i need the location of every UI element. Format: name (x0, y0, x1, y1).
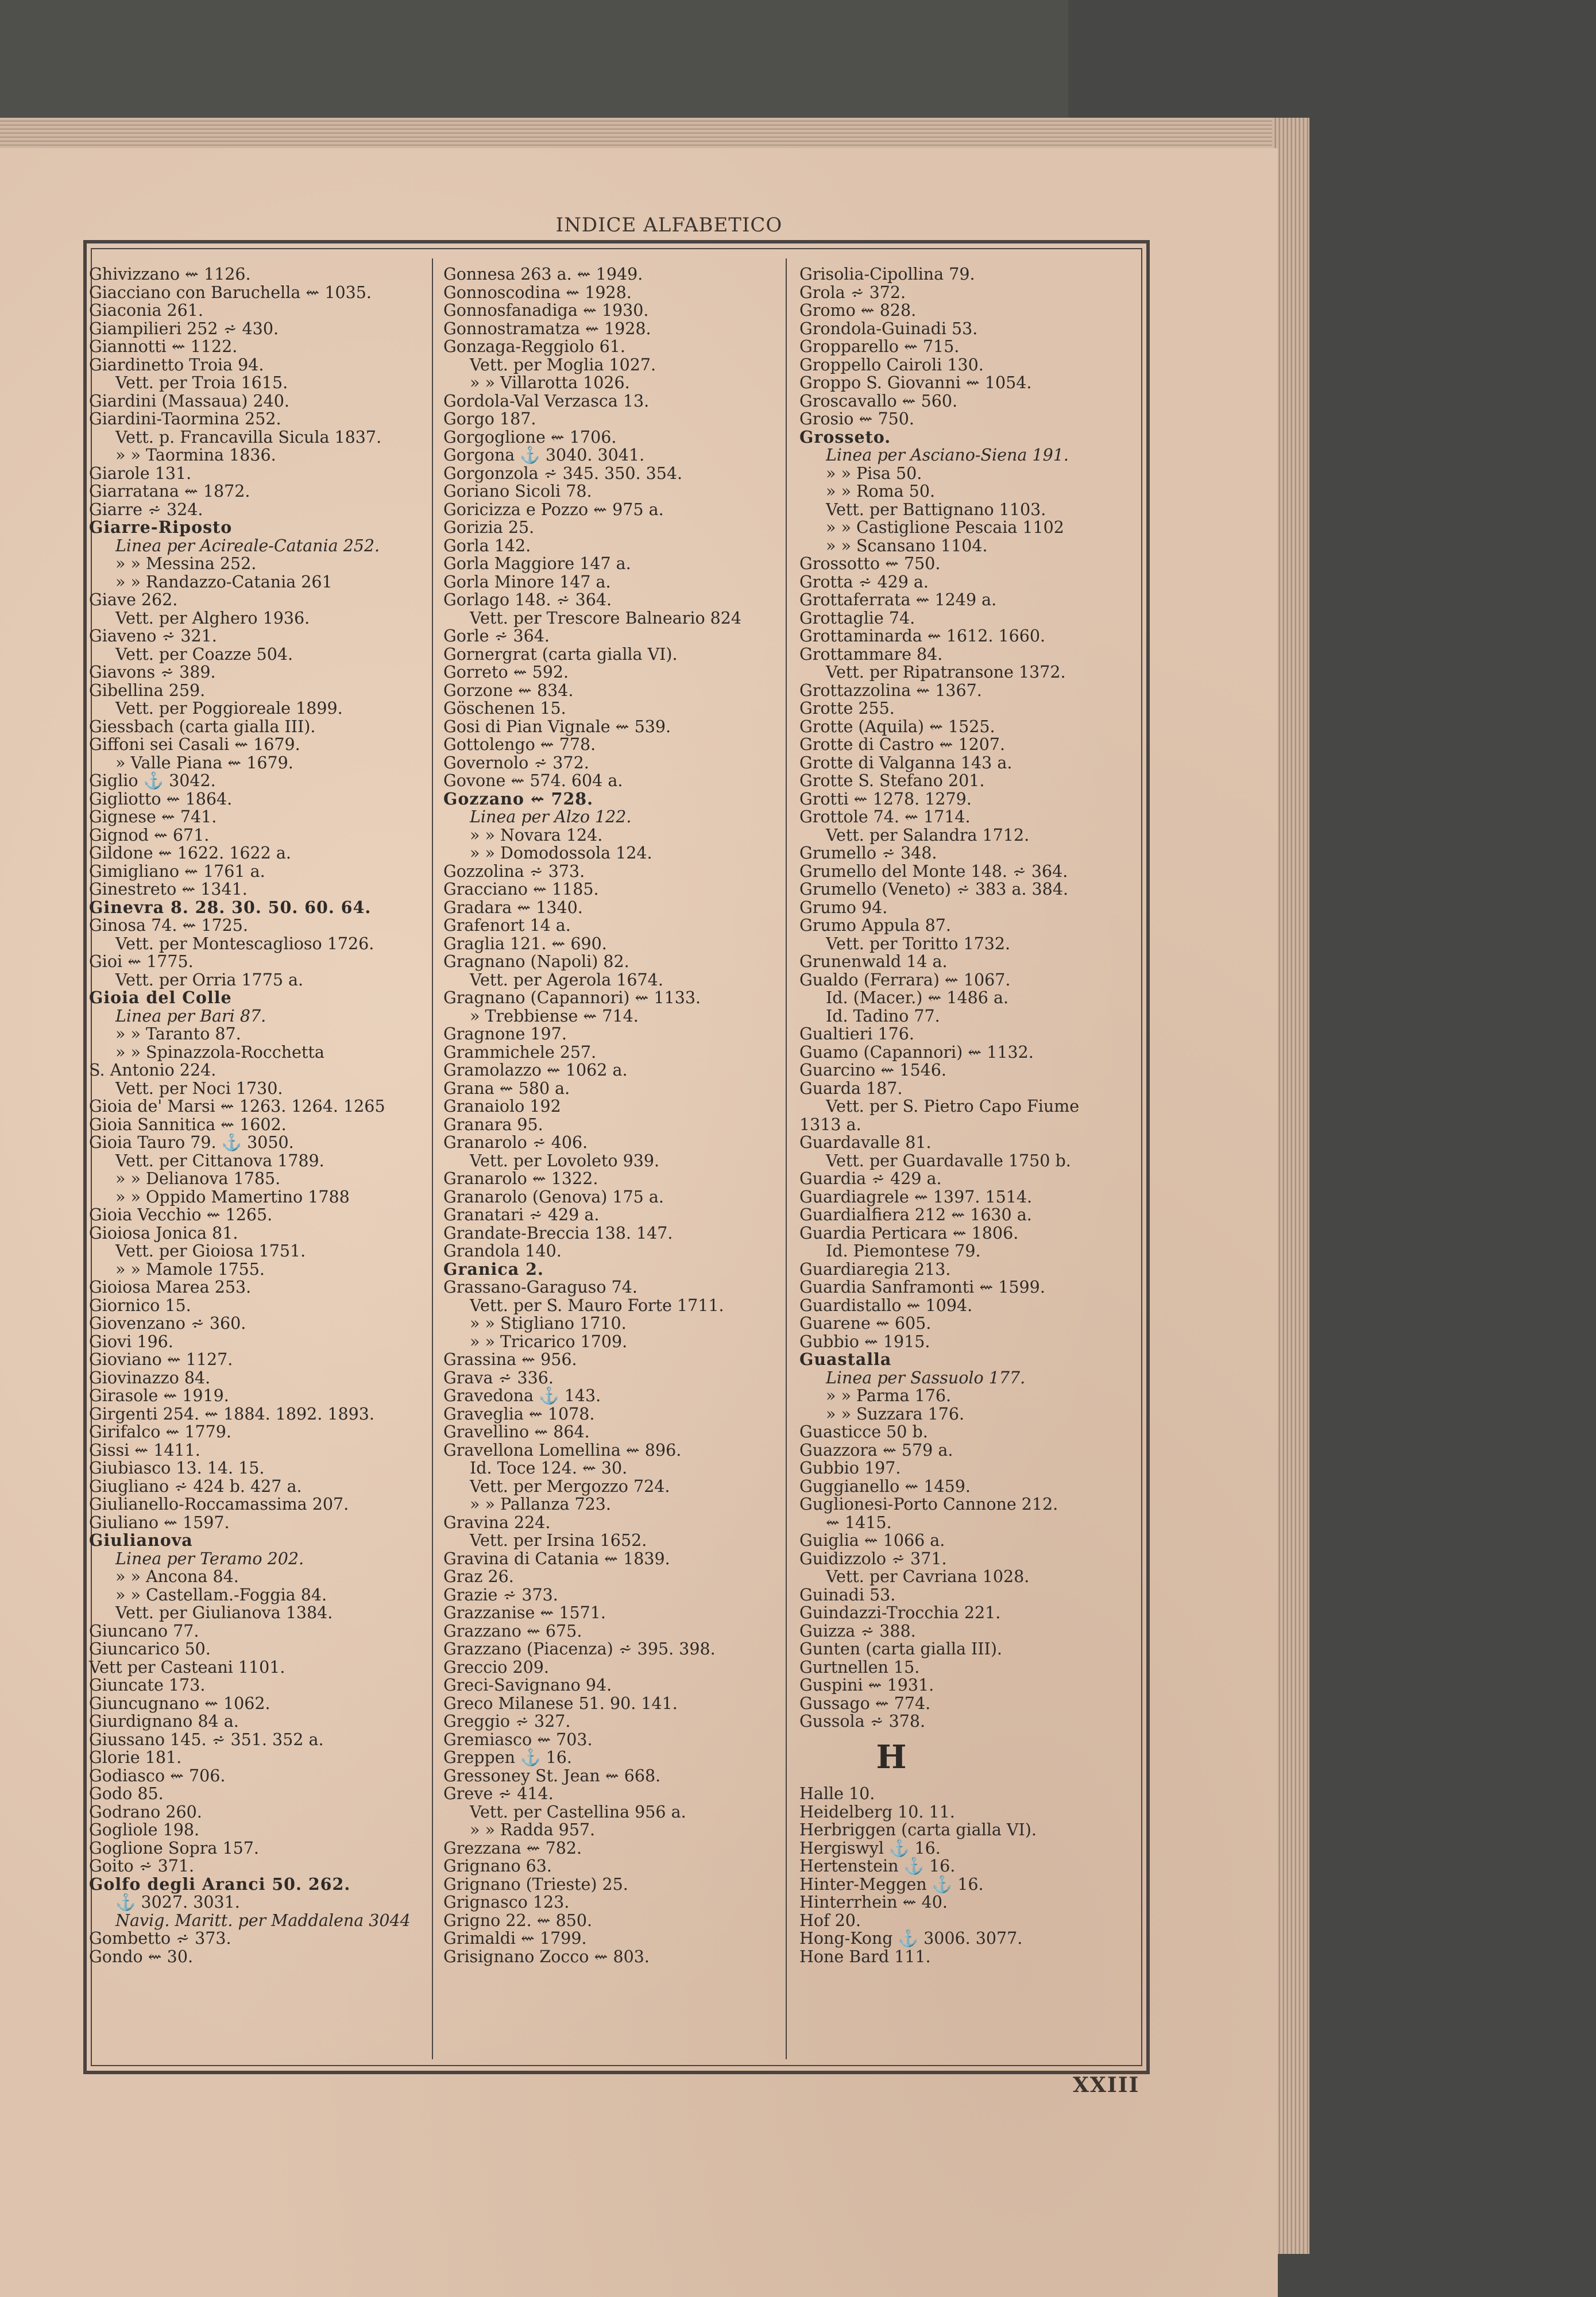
index-entry: Gogliole 198. (89, 1820, 200, 1839)
index-entry: Id. (Macer.) ⇜ 1486 a. (826, 988, 1009, 1007)
index-entry: Vett. p. Francavilla Sicula 1837. (115, 427, 382, 447)
index-entry: Vett. per Irsina 1652. (470, 1531, 647, 1550)
index-entry: ⚓ 3027. 3031. (115, 1893, 240, 1912)
index-entry: Grola ⩫ 372. (799, 283, 906, 302)
index-entry: Granarolo (Genova) 175 a. (443, 1187, 664, 1206)
index-entry: 1313 a. (799, 1115, 861, 1134)
index-entry: Groppello Cairoli 130. (799, 355, 984, 374)
index-entry: Golfo degli Aranci 50. 262. (89, 1874, 351, 1894)
index-entry: Gradara ⇜ 1340. (443, 898, 583, 917)
index-entry: Giglio ⚓ 3042. (89, 771, 216, 790)
index-entry: Grignano 63. (443, 1857, 552, 1876)
index-entry (799, 1767, 1144, 1785)
index-entry: Hone Bard 111. (799, 1947, 931, 1966)
index-entry: Giuliano ⇜ 1597. (89, 1513, 230, 1532)
index-entry: Giornico 15. (89, 1296, 191, 1315)
index-entry: » » Stigliano 1710. (470, 1314, 627, 1333)
index-entry: Hof 20. (799, 1911, 861, 1930)
index-entry: Greppen ⚓ 16. (443, 1748, 572, 1767)
index-entry: » » Ancona 84. (115, 1567, 239, 1586)
index-entry: Hergiswyl ⚓ 16. (799, 1838, 941, 1858)
index-entry: Giovinazzo 84. (89, 1368, 211, 1387)
index-entry: Groppo S. Giovanni ⇜ 1054. (799, 373, 1032, 392)
index-entry: Gromo ⇜ 828. (799, 301, 917, 320)
index-entry: Gropparello ⇜ 715. (799, 337, 960, 356)
index-entry: Grassano-Garaguso 74. (443, 1278, 637, 1297)
index-entry: Guarcino ⇜ 1546. (799, 1061, 946, 1080)
index-entry: Grumo Appula 87. (799, 916, 951, 935)
index-entry: Id. Piemontese 79. (826, 1242, 981, 1260)
index-entry: Greccio 209. (443, 1657, 549, 1677)
index-entry: Grignano (Trieste) 25. (443, 1874, 628, 1894)
index-entry: Guidizzolo ⩫ 371. (799, 1549, 947, 1568)
index-entry: Gonnesa 263 a. ⇜ 1949. (443, 265, 643, 284)
index-entry: Vett. per S. Mauro Forte 1711. (470, 1296, 724, 1315)
index-entry: Vett. per Trescore Balneario 824 (470, 608, 742, 628)
index-entry: Grotti ⇜ 1278. 1279. (799, 789, 972, 809)
index-entry: Grossotto ⇜ 750. (799, 554, 941, 573)
index-entry: » » Suzzara 176. (826, 1404, 965, 1424)
index-entry: Giffoni sei Casali ⇜ 1679. (89, 735, 300, 754)
index-entry: Giardini-Taormina 252. (89, 409, 281, 428)
index-entry: Grava ⩫ 336. (443, 1368, 554, 1387)
index-entry: Gorle ⩫ 364. (443, 627, 550, 645)
index-entry: Grazzano (Piacenza) ⩫ 395. 398. (443, 1639, 716, 1658)
index-entry: Herbriggen (carta gialla VI). (799, 1820, 1037, 1839)
index-entry: Vett. per Toritto 1732. (826, 934, 1011, 953)
index-entry: Guglionesi-Porto Cannone 212. (799, 1495, 1058, 1514)
index-entry: Gorzone ⇜ 834. (443, 680, 574, 700)
index-entry: » » Castellam.-Foggia 84. (115, 1585, 327, 1604)
index-entry: » » Spinazzola-Rocchetta (115, 1042, 324, 1062)
index-entry: Gioia Sannitica ⇜ 1602. (89, 1115, 287, 1134)
index-entry: Giessbach (carta gialla III). (89, 717, 316, 736)
index-entry: Governolo ⩫ 372. (443, 753, 589, 772)
index-entry: Vett. per Battignano 1103. (826, 500, 1046, 519)
index-entry: Vett. per Agerola 1674. (470, 970, 663, 989)
index-entry: Gorgona ⚓ 3040. 3041. (443, 446, 645, 465)
index-entry: Gravina 224. (443, 1513, 551, 1532)
index-entry: Groscavallo ⇜ 560. (799, 391, 958, 411)
index-entry: Grumello ⩫ 348. (799, 844, 937, 863)
index-entry: Giuncugnano ⇜ 1062. (89, 1693, 270, 1713)
index-entry: Gignese ⇜ 741. (89, 807, 217, 826)
index-entry: Grumo 94. (799, 898, 888, 917)
index-entry: Vett. per Gioiosa 1751. (115, 1242, 306, 1260)
index-entry: ⇜ 1415. (826, 1513, 892, 1532)
index-entry: » » Oppido Mamertino 1788 (115, 1187, 350, 1206)
index-entry: Gornergrat (carta gialla VI). (443, 644, 678, 664)
index-entry: Giardini (Massaua) 240. (89, 391, 289, 411)
index-entry: Giovi 196. (89, 1332, 173, 1351)
index-entry: Grotte di Castro ⇜ 1207. (799, 735, 1006, 754)
index-entry: » » Taormina 1836. (115, 446, 276, 465)
index-entry: Grezzana ⇜ 782. (443, 1838, 582, 1858)
index-entry: Goricizza e Pozzo ⇜ 975 a. (443, 500, 664, 519)
index-entry: Granica 2. (443, 1259, 544, 1279)
index-entry: Grottammare 84. (799, 644, 943, 664)
index-entry: Grazzano ⇜ 675. (443, 1621, 582, 1641)
index-entry: Vett. per Orria 1775 a. (115, 970, 304, 989)
index-entry: Grisolia-Cipollina 79. (799, 265, 975, 284)
index-entry: Giurdignano 84 a. (89, 1712, 239, 1731)
index-entry: Gorla Minore 147 a. (443, 572, 611, 591)
index-entry: Linea per Bari 87. (115, 1006, 266, 1026)
index-entry: Gorgonzola ⩫ 345. 350. 354. (443, 463, 683, 483)
index-entry: Gombetto ⩫ 373. (89, 1929, 231, 1948)
index-entry: Grignasco 123. (443, 1893, 570, 1912)
index-entry: » Trebbiense ⇜ 714. (470, 1006, 639, 1026)
index-entry: Gibellina 259. (89, 680, 206, 700)
index-entry: Giardinetto Troia 94. (89, 355, 264, 374)
index-entry: Gozzolina ⩫ 373. (443, 861, 585, 881)
index-entry: Id. Toce 124. ⇜ 30. (470, 1459, 628, 1478)
index-entry: Gioviano ⇜ 1127. (89, 1350, 233, 1369)
index-entry: Gissi ⇜ 1411. (89, 1440, 200, 1460)
index-entry: Grisignano Zocco ⇜ 803. (443, 1947, 650, 1966)
index-entry: Guggianello ⇜ 1459. (799, 1476, 971, 1496)
index-entry: » » Villarotta 1026. (470, 373, 630, 392)
index-entry: Grotte di Valganna 143 a. (799, 753, 1013, 772)
index-entry: Vett. per S. Pietro Capo Fiume (826, 1097, 1080, 1116)
index-entry: Guarda 187. (799, 1078, 903, 1098)
index-entry: Guizza ⩫ 388. (799, 1621, 916, 1641)
index-entry: Godrano 260. (89, 1802, 202, 1822)
index-entry: Grottaferrata ⇜ 1249 a. (799, 590, 997, 609)
index-entry: Gracciano ⇜ 1185. (443, 880, 599, 899)
index-entry: Girasole ⇜ 1919. (89, 1386, 229, 1405)
index-entry: Ginestreto ⇜ 1341. (89, 880, 248, 899)
index-entry: Göschenen 15. (443, 699, 566, 718)
index-entry: Halle 10. (799, 1784, 875, 1803)
index-entry: Grafenort 14 a. (443, 916, 571, 935)
index-entry: Vett. per Noci 1730. (115, 1078, 283, 1098)
index-entry: Grottazzolina ⇜ 1367. (799, 680, 982, 700)
index-entry: Grana ⇜ 580 a. (443, 1078, 570, 1098)
index-entry: Guardiaregia 213. (799, 1259, 951, 1279)
index-entry: Gioia Tauro 79. ⚓ 3050. (89, 1133, 294, 1152)
index-entry: Gildone ⇜ 1622. 1622 a. (89, 844, 291, 863)
index-entry: Giaconia 261. (89, 301, 203, 320)
index-entry: Gualtieri 176. (799, 1024, 914, 1043)
index-entry: Vett. per Ripatransone 1372. (826, 663, 1066, 682)
index-entry: Godo 85. (89, 1784, 164, 1803)
index-entry: Goriano Sicoli 78. (443, 482, 592, 501)
index-entry: Grazzanise ⇜ 1571. (443, 1603, 606, 1622)
index-entry: Linea per Sassuolo 177. (826, 1368, 1026, 1387)
index-column-1 (89, 265, 434, 1966)
index-entry: Vett. per Cittanova 1789. (115, 1151, 324, 1170)
index-entry: Gravellino ⇜ 864. (443, 1422, 590, 1441)
index-entry: Giovenzano ⩫ 360. (89, 1314, 246, 1333)
index-entry: Giaveno ⩫ 321. (89, 627, 217, 645)
page-header: INDICE ALFABETICO (555, 214, 783, 237)
index-entry: Gunten (carta gialla III). (799, 1639, 1002, 1658)
index-entry: Gorlago 148. ⩫ 364. (443, 590, 612, 609)
index-entry: » » Randazzo-Catania 261 (115, 572, 333, 591)
index-entry: Hong-Kong ⚓ 3006. 3077. (799, 1929, 1023, 1948)
index-entry: Vett. per Moglia 1027. (470, 355, 656, 374)
index-entry: Hertenstein ⚓ 16. (799, 1857, 956, 1876)
index-entry: Gigliotto ⇜ 1864. (89, 789, 233, 809)
index-entry: Vett. per Castellina 956 a. (470, 1802, 686, 1822)
index-entry: Vett per Casteani 1101. (89, 1657, 285, 1677)
index-entry: Giarre-Riposto (89, 517, 233, 537)
index-entry: Grigno 22. ⇜ 850. (443, 1911, 593, 1930)
index-entry: Grosio ⇜ 750. (799, 409, 914, 428)
index-entry: Hinter-Meggen ⚓ 16. (799, 1874, 984, 1894)
index-entry: Gragnone 197. (443, 1024, 567, 1043)
index-entry: Gubbio 197. (799, 1459, 901, 1478)
index-entry: Giave 262. (89, 590, 178, 609)
index-entry: Guasticce 50 b. (799, 1422, 928, 1441)
index-entry: Guardia Perticara ⇜ 1806. (799, 1223, 1019, 1243)
index-entry: Gurtnellen 15. (799, 1657, 920, 1677)
index-entry: » » Taranto 87. (115, 1024, 241, 1043)
index-entry: Gordola-Val Verzasca 13. (443, 391, 650, 411)
index-entry: Gonnosfanadiga ⇜ 1930. (443, 301, 649, 320)
index-entry: Grumello (Veneto) ⩫ 383 a. 384. (799, 880, 1069, 899)
page-number: XXIII (1073, 2073, 1140, 2097)
index-entry: Granaiolo 192 (443, 1097, 561, 1116)
index-entry: Linea per Acireale-Catania 252. (115, 536, 380, 555)
index-entry: Greve ⩫ 414. (443, 1784, 554, 1803)
index-entry: Gioiosa Jonica 81. (89, 1223, 238, 1243)
index-entry: Godiasco ⇜ 706. (89, 1766, 226, 1785)
index-entry: Vett. per Montescaglioso 1726. (115, 934, 374, 953)
index-entry: Grottaminarda ⇜ 1612. 1660. (799, 627, 1046, 645)
index-entry: Gondo ⇜ 30. (89, 1947, 194, 1966)
index-entry: Guiglia ⇜ 1066 a. (799, 1531, 945, 1550)
index-entry: Linea per Teramo 202. (115, 1549, 304, 1568)
index-entry: Gravina di Catania ⇜ 1839. (443, 1549, 670, 1568)
index-entry: Linea per Asciano-Siena 191. (826, 446, 1069, 465)
index-entry: Gonzaga-Reggiolo 61. (443, 337, 625, 356)
index-entry: Grotta ⩫ 429 a. (799, 572, 929, 591)
index-entry: Grondola-Guinadi 53. (799, 319, 978, 338)
index-entry: Gignod ⇜ 671. (89, 825, 210, 845)
index-entry: Gottolengo ⇜ 778. (443, 735, 596, 754)
index-entry: Gorla Maggiore 147 a. (443, 554, 631, 573)
index-entry: Grottaglie 74. (799, 608, 915, 628)
index-entry: Guardavalle 81. (799, 1133, 932, 1152)
index-entry: Navig. Maritt. per Maddalena 3044 (115, 1911, 411, 1930)
index-entry: Giulianova (89, 1530, 193, 1550)
index-entry: Goito ⩫ 371. (89, 1857, 195, 1876)
index-column-3 (799, 265, 1144, 1966)
index-entry: Linea per Alzo 122. (470, 807, 632, 826)
section-letter: H (876, 1738, 907, 1776)
index-entry: Vett. per Troia 1615. (115, 373, 288, 392)
index-entry: » » Messina 252. (115, 554, 257, 573)
index-entry: Vett. per Alghero 1936. (115, 608, 310, 628)
index-entry: Gozzano ⇜ 728. (443, 788, 594, 809)
index-entry: Graveglia ⇜ 1078. (443, 1404, 595, 1424)
index-entry: Guardistallo ⇜ 1094. (799, 1296, 973, 1315)
index-entry: Granarolo ⇜ 1322. (443, 1169, 598, 1188)
index-entry: Gussago ⇜ 774. (799, 1693, 931, 1713)
index-entry: Grottole 74. ⇜ 1714. (799, 807, 971, 826)
index-entry: Giacciano con Baruchella ⇜ 1035. (89, 283, 372, 302)
index-entry: Gorgo 187. (443, 409, 536, 428)
index-entry: Gioia del Colle (89, 988, 232, 1007)
index-entry: Greci-Savignano 94. (443, 1676, 612, 1695)
index-entry: Gravedona ⚓ 143. (443, 1386, 601, 1405)
index-entry: » » Radda 957. (470, 1820, 596, 1839)
index-entry: Gioiosa Marea 253. (89, 1278, 252, 1297)
index-entry: Granatari ⩫ 429 a. (443, 1205, 600, 1224)
index-entry: Grazie ⩫ 373. (443, 1585, 558, 1604)
index-entry: » » Scansano 1104. (826, 536, 988, 555)
index-entry: Gimigliano ⇜ 1761 a. (89, 861, 265, 881)
index-entry: Grotte S. Stefano 201. (799, 771, 985, 790)
index-entry: Gressoney St. Jean ⇜ 668. (443, 1766, 661, 1785)
index-entry: » » Parma 176. (826, 1386, 952, 1405)
index-entry: Goglione Sopra 157. (89, 1838, 259, 1858)
index-entry: » » Novara 124. (470, 825, 603, 845)
index-entry: Ghivizzano ⇜ 1126. (89, 265, 251, 284)
index-entry: Giarole 131. (89, 463, 192, 483)
index-entry: » » Castiglione Pescaia 1102 (826, 518, 1064, 537)
index-entry: Glorie 181. (89, 1748, 182, 1767)
index-entry: Granarolo ⩫ 406. (443, 1133, 588, 1152)
index-entry: Gragnano (Capannori) ⇜ 1133. (443, 988, 701, 1007)
index-entry: Guastalla (799, 1349, 892, 1369)
index-entry: Grunenwald 14 a. (799, 952, 948, 971)
index-entry: Guazzora ⇜ 579 a. (799, 1440, 953, 1460)
index-entry: Gubbio ⇜ 1915. (799, 1332, 930, 1351)
index-entry: Gorizia 25. (443, 518, 535, 537)
index-entry: Gorreto ⇜ 592. (443, 663, 569, 682)
index-entry: Vett. per Mergozzo 724. (470, 1476, 670, 1496)
index-entry: Govone ⇜ 574. 604 a. (443, 771, 623, 790)
index-entry: » » Mamole 1755. (115, 1259, 265, 1279)
index-entry: Giubiasco 13. 14. 15. (89, 1459, 265, 1478)
index-entry: Giarratana ⇜ 1872. (89, 482, 250, 501)
index-entry: Vett. per Giulianova 1384. (115, 1603, 333, 1622)
index-entry: Giannotti ⇜ 1122. (89, 337, 238, 356)
index-entry: Heidelberg 10. 11. (799, 1802, 955, 1822)
index-entry: Grotte 255. (799, 699, 895, 718)
index-entry: Ginevra 8. 28. 30. 50. 60. 64. (89, 897, 372, 917)
index-entry: » » Pallanza 723. (470, 1495, 611, 1514)
index-entry: Guarene ⇜ 605. (799, 1314, 932, 1333)
index-entry: Hinterrhein ⇜ 40. (799, 1893, 948, 1912)
index-entry: Gioia de' Marsi ⇜ 1263. 1264. 1265 (89, 1097, 385, 1116)
index-entry: Gosi di Pian Vignale ⇜ 539. (443, 717, 671, 736)
index-entry: Guardia ⩫ 429 a. (799, 1169, 942, 1188)
index-entry: Giuncarico 50. (89, 1639, 211, 1658)
index-entry: » Valle Piana ⇜ 1679. (115, 753, 293, 772)
index-entry: Gualdo (Ferrara) ⇜ 1067. (799, 970, 1011, 989)
index-entry: Grumello del Monte 148. ⩫ 364. (799, 861, 1068, 881)
index-entry: Gioia Vecchio ⇜ 1265. (89, 1205, 273, 1224)
index-entry: Greco Milanese 51. 90. 141. (443, 1693, 678, 1713)
index-entry: Grimaldi ⇜ 1799. (443, 1929, 587, 1948)
index-entry: Giussano 145. ⩫ 351. 352 a. (89, 1730, 324, 1749)
index-entry: Guspini ⇜ 1931. (799, 1676, 934, 1695)
index-entry: Granara 95. (443, 1115, 543, 1134)
index-entry: Grandate-Breccia 138. 147. (443, 1223, 673, 1243)
index-entry: Girifalco ⇜ 1779. (89, 1422, 231, 1441)
index-entry: Guardiagrele ⇜ 1397. 1514. (799, 1187, 1033, 1206)
index-entry: Gussola ⩫ 378. (799, 1712, 926, 1731)
index-entry: Girgenti 254. ⇜ 1884. 1892. 1893. (89, 1404, 374, 1424)
index-entry: Gonnostramatza ⇜ 1928. (443, 319, 651, 338)
index-entry: Vett. per Salandra 1712. (826, 825, 1030, 845)
index-entry: Vett. per Cavriana 1028. (826, 1567, 1030, 1586)
index-entry: Grotte (Aquila) ⇜ 1525. (799, 717, 995, 736)
index-entry: Gramolazzo ⇜ 1062 a. (443, 1061, 628, 1080)
index-entry: Grandola 140. (443, 1242, 562, 1260)
index-entry: Giarre ⩫ 324. (89, 500, 203, 519)
index-entry: Vett. per Poggioreale 1899. (115, 699, 343, 718)
index-entry: Guardia Sanframonti ⇜ 1599. (799, 1278, 1045, 1297)
index-entry: » » Roma 50. (826, 482, 936, 501)
index-entry: Guindazzi-Trocchia 221. (799, 1603, 1001, 1622)
index-entry: Giampilieri 252 ⩫ 430. (89, 319, 279, 338)
index-entry: Vett. per Coazze 504. (115, 644, 293, 664)
index-entry: S. Antonio 224. (89, 1061, 217, 1080)
index-entry: Graz 26. (443, 1567, 514, 1586)
index-entry: » » Tricarico 1709. (470, 1332, 628, 1351)
index-entry: Gremiasco ⇜ 703. (443, 1730, 593, 1749)
index-entry: Giugliano ⩫ 424 b. 427 a. (89, 1476, 302, 1496)
index-entry: Gorla 142. (443, 536, 531, 555)
index-entry (799, 1731, 1144, 1749)
index-entry: Grassina ⇜ 956. (443, 1350, 577, 1369)
index-entry: Giavons ⩫ 389. (89, 663, 216, 682)
index-entry: Giuncano 77. (89, 1621, 199, 1641)
index-entry: Gioi ⇜ 1775. (89, 952, 194, 971)
index-entry: Id. Tadino 77. (826, 1006, 940, 1026)
index-entry: Guamo (Capannori) ⇜ 1132. (799, 1042, 1034, 1062)
index-entry: Graglia 121. ⇜ 690. (443, 934, 607, 953)
index-entry: Greggio ⩫ 327. (443, 1712, 571, 1731)
index-entry: Grosseto. (799, 427, 891, 447)
index-entry: » » Pisa 50. (826, 463, 922, 483)
index-entry: Ginosa 74. ⇜ 1725. (89, 916, 248, 935)
index-entry: Guardialfiera 212 ⇜ 1630 a. (799, 1205, 1032, 1224)
index-entry: » » Delianova 1785. (115, 1169, 281, 1188)
index-entry: » » Domodossola 124. (470, 844, 652, 863)
index-column-2 (443, 265, 788, 1966)
index-entry: Gorgoglione ⇜ 1706. (443, 427, 617, 447)
index-entry: Vett. per Lovoleto 939. (470, 1151, 660, 1170)
index-entry: Gragnano (Napoli) 82. (443, 952, 629, 971)
index-entry: Guinadi 53. (799, 1585, 896, 1604)
index-entry: Giuncate 173. (89, 1676, 206, 1695)
index-entry: Gonnoscodina ⇜ 1928. (443, 283, 632, 302)
index-entry: Gravellona Lomellina ⇜ 896. (443, 1440, 682, 1460)
index-entry: Grammichele 257. (443, 1042, 597, 1062)
index-entry: Giulianello-Roccamassima 207. (89, 1495, 349, 1514)
index-entry: Vett. per Guardavalle 1750 b. (826, 1151, 1071, 1170)
